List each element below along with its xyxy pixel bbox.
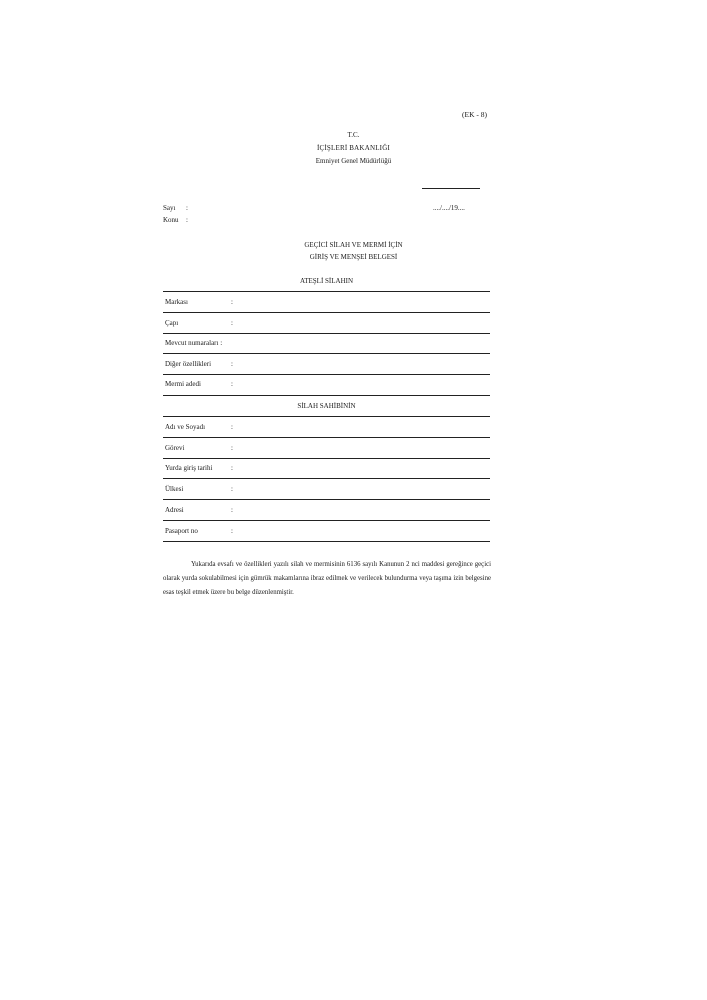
rule bbox=[163, 353, 490, 354]
rule bbox=[163, 374, 490, 375]
owner-section-title: SİLAH SAHİBİNİN bbox=[297, 402, 356, 410]
declaration-text: Yukarıda evsafı ve özellikleri yazılı silah ve mermisinin 6136 sayılı Kanunun 2 nci maddesi gereğince geçici olarak yurda sokulabilmesi için gümrük makamlarına ibraz edilmek ve verilecek bulundurma veya taşıma izin belgesine esas teşkil etmek üzere bu belge düzenlenmiştir. bbox=[163, 561, 491, 596]
rule bbox=[163, 458, 490, 459]
rule bbox=[163, 520, 490, 521]
rule bbox=[163, 291, 490, 292]
field-label-ozellikler: Diğer özellikleri bbox=[165, 360, 212, 368]
field-label-ad-soyad: Adı ve Soyadı bbox=[165, 423, 206, 431]
sayi-label: Sayı bbox=[163, 204, 176, 212]
declaration-paragraph bbox=[163, 558, 491, 600]
rule bbox=[163, 478, 490, 479]
field-label-pasaport: Pasaport no bbox=[165, 527, 198, 535]
field-label-giris-tarihi: Yurda giriş tarihi bbox=[165, 464, 213, 472]
field-label-cap: Çapı bbox=[165, 319, 179, 327]
rule bbox=[163, 416, 490, 417]
rule bbox=[163, 437, 490, 438]
field-label-gorev: Görevi bbox=[165, 444, 185, 452]
directorate-name: Emniyet Genel Müdürlüğü bbox=[315, 157, 392, 165]
date-field: ..../..../19.... bbox=[433, 204, 465, 212]
field-colon: : bbox=[231, 527, 233, 535]
rule bbox=[163, 499, 490, 500]
field-colon: : bbox=[231, 485, 233, 493]
field-colon: : bbox=[231, 464, 233, 472]
field-label-ulke: Ülkesi bbox=[165, 485, 184, 493]
republic-label: T.C. bbox=[347, 131, 360, 139]
signature-line bbox=[422, 188, 480, 189]
rule bbox=[163, 541, 490, 542]
field-colon: : bbox=[231, 319, 233, 327]
rule bbox=[163, 333, 490, 334]
document-title-line2: GİRİŞ VE MENŞEİ BELGESİ bbox=[309, 253, 398, 261]
rule bbox=[163, 395, 490, 396]
field-colon: : bbox=[231, 298, 233, 306]
konu-colon: : bbox=[186, 216, 188, 224]
field-colon: : bbox=[231, 444, 233, 452]
konu-label: Konu bbox=[163, 216, 179, 224]
field-label-numaralar: Mevcut numaraları : bbox=[165, 339, 223, 347]
field-colon: : bbox=[231, 423, 233, 431]
weapon-section-title: ATEŞLİ SİLAHIN bbox=[299, 277, 354, 285]
annex-label: (EK - 8) bbox=[462, 110, 487, 119]
field-colon: : bbox=[231, 380, 233, 388]
rule bbox=[163, 312, 490, 313]
field-label-adres: Adresi bbox=[165, 506, 184, 514]
ministry-name: İÇİŞLERİ BAKANLIĞI bbox=[316, 144, 390, 152]
field-colon: : bbox=[231, 506, 233, 514]
field-label-marka: Markası bbox=[165, 298, 188, 306]
sayi-colon: : bbox=[186, 204, 188, 212]
field-colon: : bbox=[231, 360, 233, 368]
field-label-mermi: Mermi adedi bbox=[165, 380, 201, 388]
document-title-line1: GEÇİCİ SİLAH VE MERMİ İÇİN bbox=[304, 241, 403, 249]
